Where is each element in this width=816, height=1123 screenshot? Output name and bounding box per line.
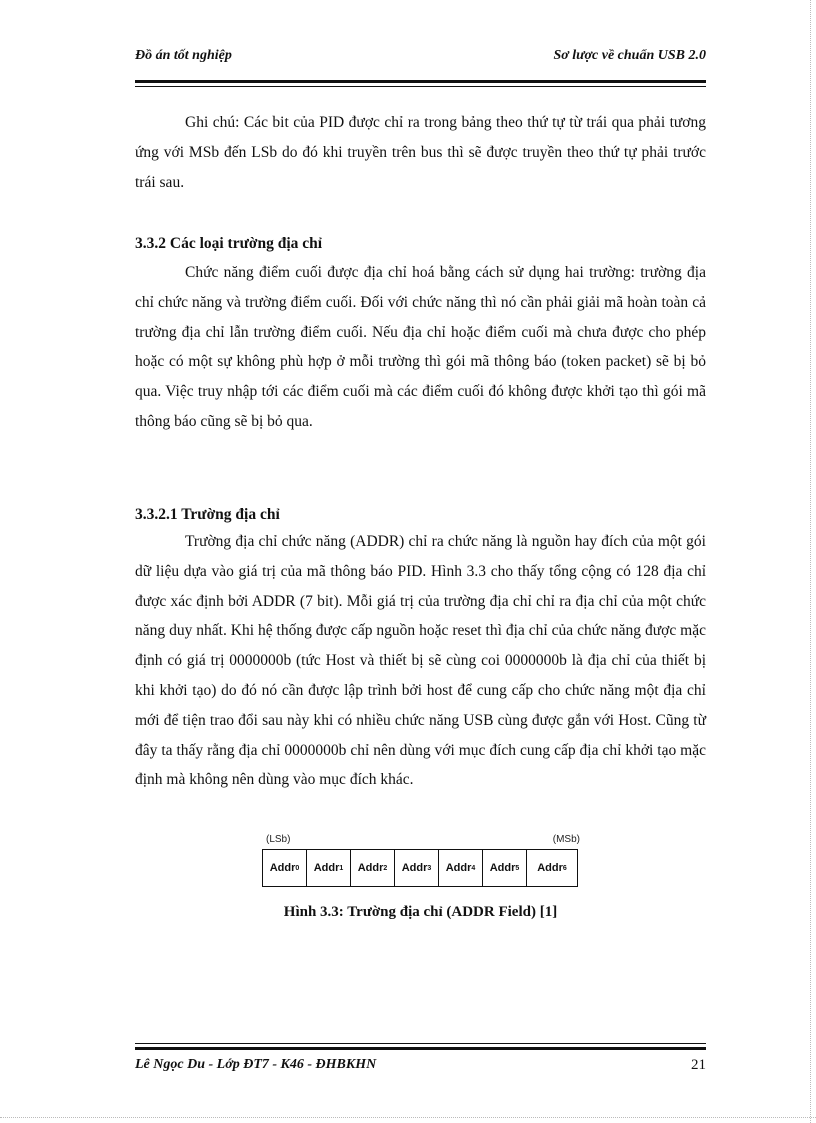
- note-block: [135, 108, 706, 197]
- page-edge-bottom: [0, 1117, 816, 1118]
- section-3321-block: [135, 527, 706, 795]
- note-paragraph: Ghi chú: Các bit của PID được chỉ ra trong bảng theo thứ tự từ trái qua phải tương ứng với MSb đến LSb do đó khi truyền trên bus thì sẽ được truyền theo thứ tự phải trước trái sau.: [135, 114, 706, 191]
- figure-caption: Hình 3.3: Trường địa chỉ (ADDR Field) [1]: [283, 904, 558, 920]
- addr-cell: Addr 5: [483, 850, 527, 886]
- addr-cell: Addr 6: [537, 862, 567, 874]
- header-left: Đồ án tốt nghiệp: [135, 48, 232, 63]
- addr-cell: Addr 2: [351, 850, 395, 886]
- header-right: Sơ lược về chuẩn USB 2.0: [553, 48, 706, 63]
- section-heading-3321: 3.3.2.1 Trường địa chỉ: [135, 506, 280, 523]
- msb-label: (MSb): [552, 834, 580, 845]
- section-heading-332: 3.3.2 Các loại trường địa chỉ: [135, 235, 323, 252]
- section-332-block: [135, 258, 706, 437]
- addr-field-figure: [262, 834, 582, 892]
- section-3321-paragraph: Trường địa chỉ chức năng (ADDR) chỉ ra chức năng là nguồn hay đích của một gói dữ liệu dựa vào giá trị của mã thông báo PID. Hình 3.3 cho thấy tổng cộng có 128 địa chỉ được xác định bởi ADDR (7 bit). Mỗi giá trị của trường địa chỉ chỉ ra địa chỉ của một chức năng duy nhất. Khi hệ thống được cấp nguồn hoặc reset thì địa chỉ của chức năng được mặc định có giá trị 0000000b (tức Host và thiết bị sẽ cùng coi 0000000b là địa chỉ của thiết bị khi khởi tạo) do đó nó cần được lập trình bởi host để cung cấp cho chức năng một địa chỉ mới để tiện trao đổi sau này khi có nhiều chức năng USB cùng được gắn với Host. Cũng từ đây ta thấy rằng địa chỉ 0000000b chỉ nên dùng với mục đích cung cấp địa chỉ khởi tạo mặc định mà không nên dùng vào mục đích khác.: [135, 533, 706, 789]
- header-rule-thick: [135, 80, 706, 83]
- addr-cell: Addr 3: [395, 850, 439, 886]
- lsb-label: (LSb): [266, 834, 291, 845]
- section-332-paragraph: Chức năng điểm cuối được địa chỉ hoá bằng cách sử dụng hai trường: trường địa chỉ chức năng và trường điểm cuối. Đối với chức năng thì nó cần phải giải mã hoàn toàn cả trường địa chỉ lẫn trường điểm cuối. Nếu địa chỉ hoặc điểm cuối mà chưa được cho phép hoặc có một sự không phù hợp ở mỗi trường thì gói mã thông báo (token packet) sẽ bị bỏ qua. Việc truy nhập tới các điểm cuối mà các điểm cuối đó không được khởi tạo thì gói mã thông báo cũng sẽ bị bỏ qua.: [135, 264, 706, 430]
- page-footer: [135, 1057, 706, 1079]
- addr-cell: Addr 1: [307, 850, 351, 886]
- page-edge-right: [810, 0, 811, 1123]
- addr-cells: [262, 849, 578, 887]
- footer-rule-thin: [135, 1043, 706, 1044]
- addr-cell: Addr 4: [439, 850, 483, 886]
- footer-author: Lê Ngọc Du - Lớp ĐT7 - K46 - ĐHBKHN: [135, 1057, 377, 1072]
- header-rule-thin: [135, 86, 706, 87]
- page-header: [135, 48, 706, 70]
- footer-rule-thick: [135, 1047, 706, 1050]
- addr-cell: Addr 0: [263, 850, 307, 886]
- page-number: 21: [691, 1057, 706, 1073]
